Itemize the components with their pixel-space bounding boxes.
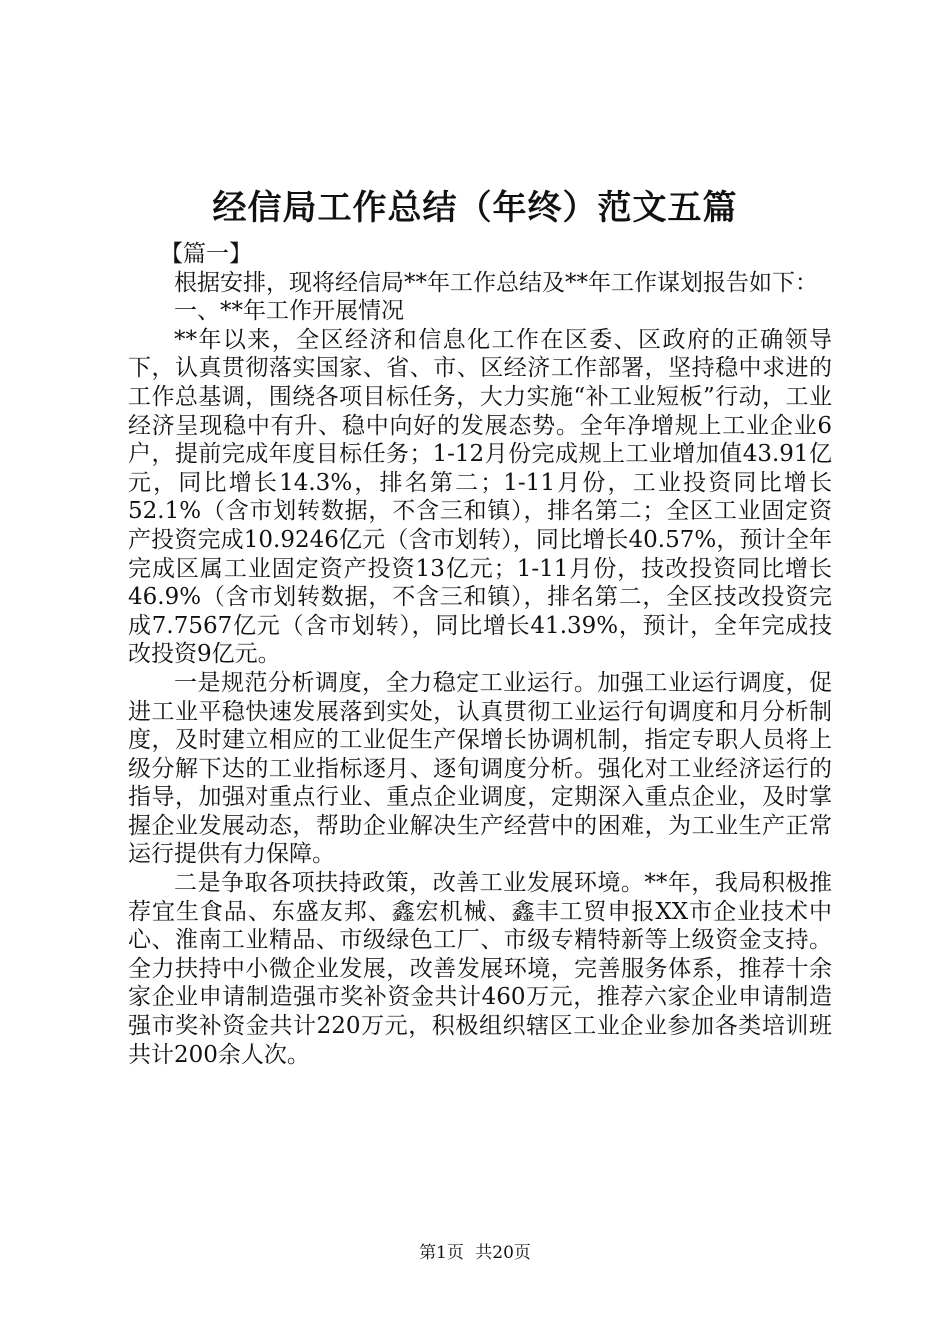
point-one-paragraph: 一是规范分析调度，全力稳定工业运行。加强工业运行调度，促进工业平稳快速发展落到实处，认真贯彻工业运行旬调度和月分析制度，及时建立相应的工业促生产保增长协调机制，指定专职人员将上级分解下达的工业指标逐月、逐旬调度分析。强化对工业经济运行的指导，加强对重点行业、重点企业调度，定期深入重点企业，及时掌握企业发展动态，帮助企业解决生产经营中的困难，为工业生产正常运行提供有力保障。 xyxy=(128,669,832,868)
page-footer xyxy=(0,1241,950,1265)
page-number: 第1页 xyxy=(419,1243,464,1263)
overview-paragraph: **年以来，全区经济和信息化工作在区委、区政府的正确领导下，认真贯彻落实国家、省、市、区经济工作部署，坚持稳中求进的工作总基调，围绕各项目标任务，大力实施“补工业短板”行动，工业经济呈现稳中有升、稳中向好的发展态势。全年净增规上工业企业6户，提前完成年度目标任务；1-12月份完成规上工业增加值43.91亿元，同比增长14.3%，排名第二；1-11月份，工业投资同比增长52.1%（含市划转数据，不含三和镇），排名第二；全区工业固定资产投资完成10.9246亿元（含市划转），同比增长40.57%，预计全年完成区属工业固定资产投资13亿元；1-11月份，技改投资同比增长46.9%（含市划转数据，不含三和镇），排名第二，全区技改投资完成7.7567亿元（含市划转），同比增长41.39%，预计，全年完成技改投资9亿元。 xyxy=(128,326,832,668)
point-two-paragraph: 二是争取各项扶持政策，改善工业发展环境。**年，我局积极推荐宜生食品、东盛友邦、鑫宏机械、鑫丰工贸申报XX市企业技术中心、淮南工业精品、市级绿色工厂、市级专精特新等上级资金支持。全力扶持中小微企业发展，改善发展环境，完善服务体系，推荐十余家企业申请制造强市奖补资金共计460万元，推荐六家企业申请制造强市奖补资金共计220万元，积极组织辖区工业企业参加各类培训班共计200余人次。 xyxy=(128,870,832,1068)
document-body xyxy=(128,240,832,1069)
section-heading: 【篇一】 xyxy=(160,241,252,267)
document-title: 经信局工作总结（年终）范文五篇 xyxy=(212,188,738,228)
page-total: 共20页 xyxy=(475,1243,531,1263)
section-subheading: 一、**年工作开展情况 xyxy=(174,298,404,325)
intro-paragraph: 根据安排，现将经信局**年工作总结及**年工作谋划报告如下： xyxy=(174,269,818,296)
